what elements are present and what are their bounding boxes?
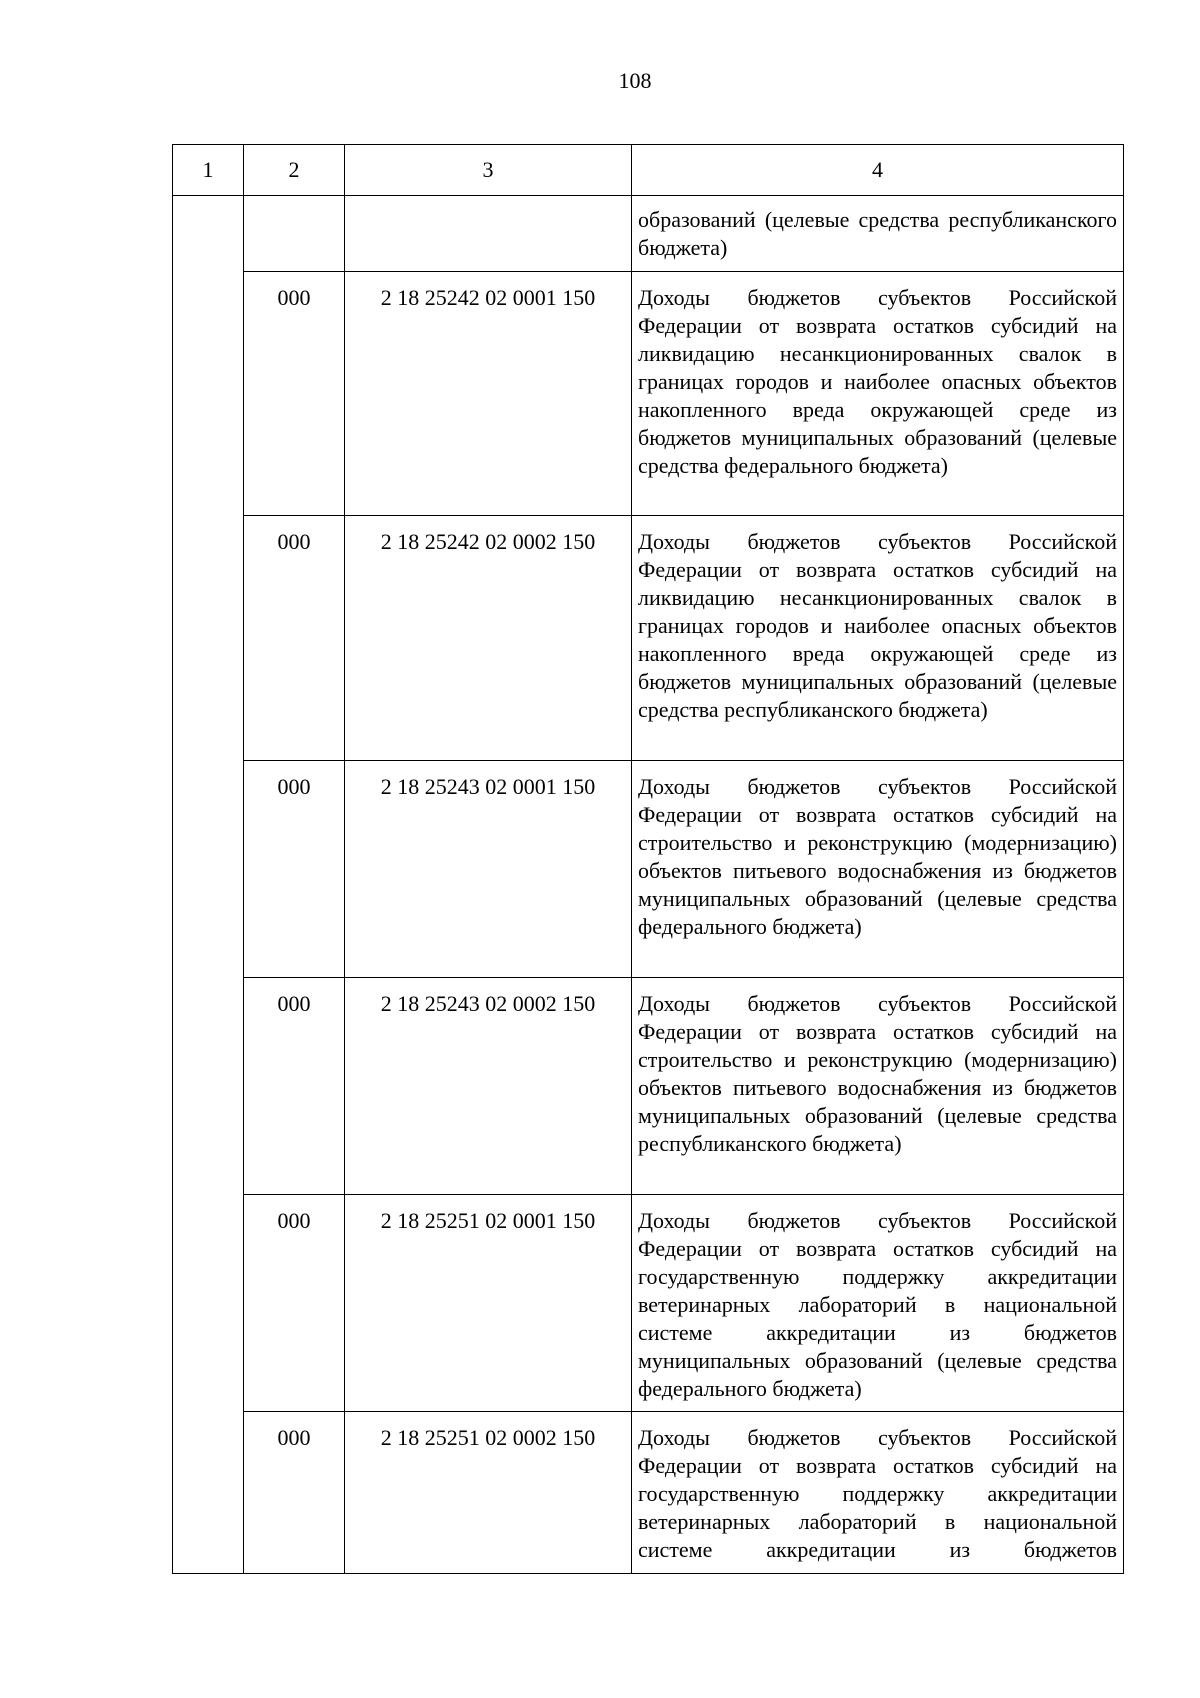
column-1-cell: [173, 196, 244, 1574]
budget-codes-table: [172, 144, 1124, 1574]
table-row: [173, 978, 1124, 1195]
header-col-3: 3: [345, 145, 632, 196]
header-col-4: 4: [632, 145, 1124, 196]
table-row: [173, 516, 1124, 761]
row-0-col2: [244, 196, 345, 272]
row-3-col2: 000: [244, 761, 345, 978]
row-4-description: Доходы бюджетов субъектов Российской Федерации от возврата остатков субсидий на строительство и реконструкцию (модернизацию) объектов питьевого водоснабжения из бюджетов муниципальных образований (целевые средства республиканского бюджета): [632, 978, 1124, 1195]
header-col-2: 2: [244, 145, 345, 196]
row-2-col3: 2 18 25242 02 0002 150: [345, 516, 632, 761]
row-6-col3: 2 18 25251 02 0002 150: [345, 1412, 632, 1574]
row-3-description: Доходы бюджетов субъектов Российской Федерации от возврата остатков субсидий на строительство и реконструкцию (модернизацию) объектов питьевого водоснабжения из бюджетов муниципальных образований (целевые средства федерального бюджета): [632, 761, 1124, 978]
row-1-description: Доходы бюджетов субъектов Российской Федерации от возврата остатков субсидий на ликвидацию несанкционированных свалок в границах городов и наиболее опасных объектов накопленного вреда окружающей среде из бюджетов муниципальных образований (целевые средства федерального бюджета): [632, 272, 1124, 516]
row-6-col2: 000: [244, 1412, 345, 1574]
row-1-col2: 000: [244, 272, 345, 516]
row-4-col2: 000: [244, 978, 345, 1195]
table-header-row: [173, 145, 1124, 196]
row-4-col3: 2 18 25243 02 0002 150: [345, 978, 632, 1195]
row-2-col2: 000: [244, 516, 345, 761]
table-row: [173, 196, 1124, 272]
row-0-description: образований (целевые средства республиканского бюджета): [632, 196, 1124, 272]
table-row: [173, 272, 1124, 516]
row-0-col3: [345, 196, 632, 272]
row-1-col3: 2 18 25242 02 0001 150: [345, 272, 632, 516]
row-3-col3: 2 18 25243 02 0001 150: [345, 761, 632, 978]
row-6-description: Доходы бюджетов субъектов Российской Федерации от возврата остатков субсидий на государственную поддержку аккредитации ветеринарных лабораторий в национальной системе аккредитации из бюджетов: [632, 1412, 1124, 1574]
table-row: [173, 1195, 1124, 1412]
row-2-description: Доходы бюджетов субъектов Российской Федерации от возврата остатков субсидий на ликвидацию несанкционированных свалок в границах городов и наиболее опасных объектов накопленного вреда окружающей среде из бюджетов муниципальных образований (целевые средства республиканского бюджета): [632, 516, 1124, 761]
row-5-description: Доходы бюджетов субъектов Российской Федерации от возврата остатков субсидий на государственную поддержку аккредитации ветеринарных лабораторий в национальной системе аккредитации из бюджетов муниципальных образований (целевые средства федерального бюджета): [632, 1195, 1124, 1412]
table-row: [173, 1412, 1124, 1574]
row-5-col3: 2 18 25251 02 0001 150: [345, 1195, 632, 1412]
row-5-col2: 000: [244, 1195, 345, 1412]
table-row: [173, 761, 1124, 978]
page-number: 108: [618, 68, 652, 93]
header-col-1: 1: [173, 145, 244, 196]
